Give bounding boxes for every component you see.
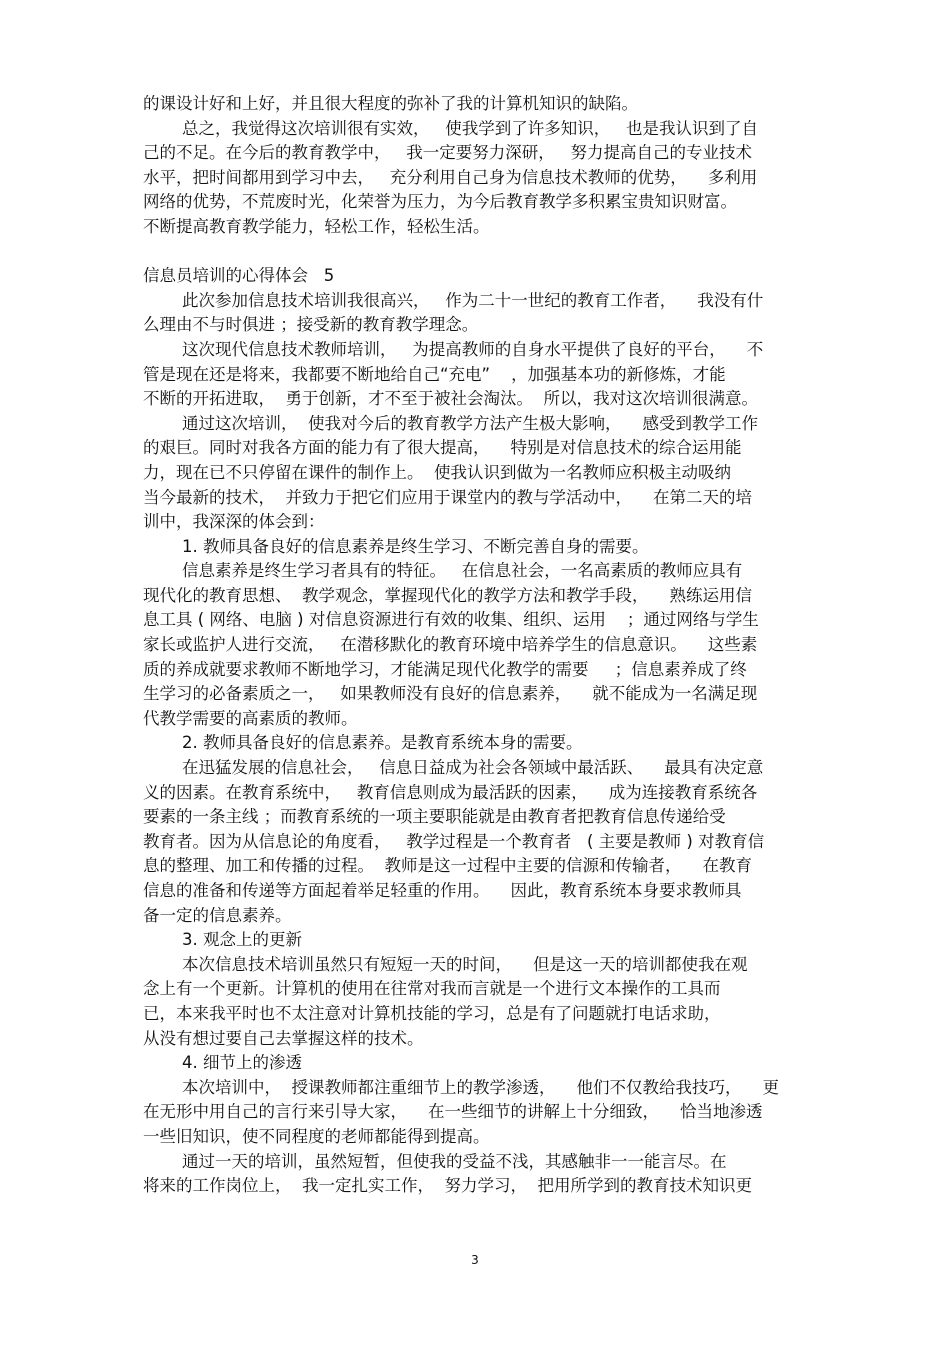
text-line: 备一定的信息素养。 <box>143 905 292 925</box>
text-line: 水平，把时间都用到学习中去， 充分利用自己身为信息技术教师的优势， 多利用 <box>143 167 758 187</box>
text-line: 不断的开拓进取， 勇于创新，才不至于被社会淘汰。 所以，我对这次培训很满意。 <box>143 389 758 409</box>
text-line: 代教学需要的高素质的教师。 <box>143 708 358 728</box>
text-line: 么理由不与时俱进 ；接受新的教育教学理念。 <box>143 315 479 335</box>
text-line: 在无形中用自己的言行来引导大家， 在一些细节的讲解上十分细致， 恰当地渗透 <box>143 1102 763 1122</box>
text-line: 己的不足。在今后的教育教学中， 我一定要努力深研， 努力提高自己的专业技术 <box>143 143 752 163</box>
paragraph-first-line: 这次现代信息技术教师培训， 为提高教师的自身水平提供了良好的平台， 不 <box>182 339 764 359</box>
paragraph-first-line: 信息素养是终生学习者具有的特征。 在信息社会，一名高素质的教师应具有 <box>182 561 743 581</box>
text-line: 的课设计好和上好，并且很大程度的弥补了我的计算机知识的缺陷。 <box>143 94 638 113</box>
text-line: 要素的一条主线 ；而教育系统的一项主要职能就是由教育者把教育信息传递给受 <box>143 807 726 827</box>
text-line: 现代化的教育思想、 教学观念，掌握现代化的教学方法和教学手段， 熟练运用信 <box>143 585 752 605</box>
text-line: 从没有想过要自己去掌握这样的技术。 <box>143 1028 424 1048</box>
page-number: 3 <box>471 1253 479 1267</box>
section-title: 信息员培训的心得体会 5 <box>143 266 335 286</box>
text-line: 当今最新的技术， 并致力于把它们应用于课堂内的教与学活动中， 在第二天的培 <box>143 487 752 507</box>
paragraph-first-line: 本次信息技术培训虽然只有短短一天的时间， 但是这一天的培训都使我在观 <box>182 954 748 974</box>
text-line: 一些旧知识，使不同程度的老师都能得到提高。 <box>143 1126 490 1146</box>
text-line: 息的整理、加工和传播的过程。 教师是这一过程中主要的信源和传输者， 在教育 <box>143 856 752 876</box>
paragraph-first-line: 通过一天的培训，虽然短暂，但使我的受益不浅，其感触非一一能言尽。在 <box>182 1151 727 1171</box>
text-line: 不断提高教育教学能力，轻松工作，轻松生活。 <box>143 216 490 236</box>
text-line: 的艰巨。同时对我各方面的能力有了很大提高， 特别是对信息技术的综合运用能 <box>143 438 742 458</box>
text-line: 家长或监护人进行交流， 在潜移默化的教育环境中培养学生的信息意识。 这些素 <box>143 635 758 655</box>
numbered-subheading: 2. 教师具备良好的信息素养。是教育系统本身的需要。 <box>182 733 583 753</box>
text-line: 息工具 ( 网络、电脑 ) 对信息资源进行有效的收集、组织、运用 ；通过网络与学生 <box>143 610 759 630</box>
text-line: 网络的优势，不荒废时光，化荣誉为压力，为今后教育教学多积累宝贵知识财富。 <box>143 192 737 212</box>
text-line: 训中，我深深的体会到： <box>143 512 325 532</box>
text-line: 力，现在已不只停留在课件的制作上。 使我认识到做为一名教师应积极主动吸纳 <box>143 462 731 482</box>
paragraph-first-line: 通过这次培训， 使我对今后的教育教学方法产生极大影响， 感受到教学工作 <box>182 413 758 433</box>
numbered-subheading: 3. 观念上的更新 <box>182 930 302 950</box>
numbered-subheading: 1. 教师具备良好的信息素养是终生学习、不断完善自身的需要。 <box>182 536 649 556</box>
document-body <box>143 92 809 1199</box>
text-line: 管是现在还是将来，我都要不断地给自己“充电” ，加强基本功的新修炼，才能 <box>143 364 726 384</box>
paragraph-first-line: 此次参加信息技术培训我很高兴， 作为二十一世纪的教育工作者， 我没有什 <box>182 290 764 310</box>
paragraph-first-line: 在迅猛发展的信息社会， 信息日益成为社会各领域中最活跃、 最具有决定意 <box>182 758 764 778</box>
text-line: 念上有一个更新。计算机的使用在往常对我而言就是一个进行文本操作的工具而 <box>143 979 721 999</box>
text-line: 义的因素。在教育系统中， 教育信息则成为最活跃的因素， 成为连接教育系统各 <box>143 782 758 802</box>
numbered-subheading: 4. 细节上的渗透 <box>182 1053 302 1073</box>
text-line: 质的养成就要求教师不断地学习，才能满足现代化教学的需要 ；信息素养成了终 <box>143 659 747 679</box>
text-line: 生学习的必备素质之一， 如果教师没有良好的信息素养， 就不能成为一名满足现 <box>143 684 758 704</box>
text-line: 信息的准备和传递等方面起着举足轻重的作用。 因此，教育系统本身要求教师具 <box>143 881 742 900</box>
paragraph-first-line: 总之，我觉得这次培训很有实效， 使我学到了许多知识， 也是我认识到了自 <box>182 118 758 138</box>
text-line: 教育者。因为从信息论的角度看， 教学过程是一个教育者 ( 主要是教师 ) 对教育信 <box>143 831 765 851</box>
text-line: 已，本来我平时也不太注意对计算机技能的学习，总是有了问题就打电话求助， <box>143 1003 721 1023</box>
paragraph-first-line: 本次培训中， 授课教师都注重细节上的教学渗透， 他们不仅教给我技巧， 更 <box>182 1077 779 1097</box>
text-line: 将来的工作岗位上， 我一定扎实工作， 努力学习， 把用所学到的教育技术知识更 <box>143 1176 752 1196</box>
